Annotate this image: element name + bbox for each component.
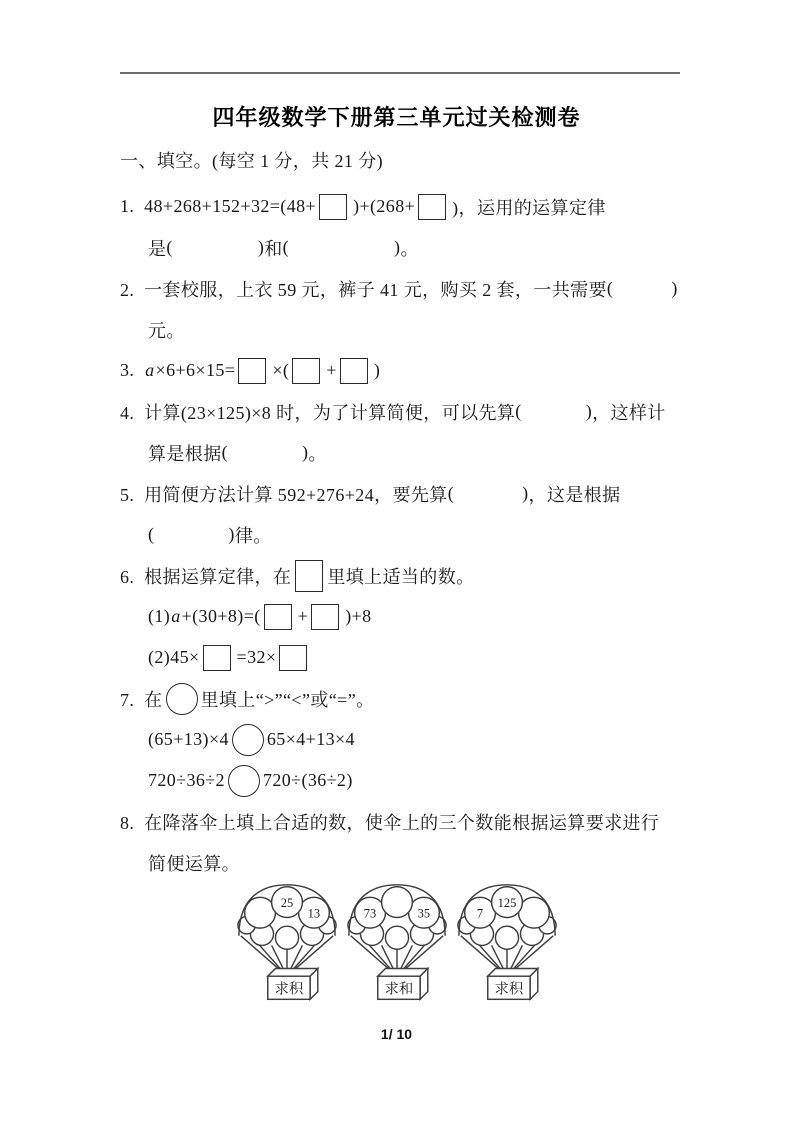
question-text: 1. 48+268+152+32=(48+ [120, 196, 317, 216]
question-text: ，这是根据 [528, 484, 621, 505]
comparison-circle[interactable] [232, 724, 264, 756]
question-line [120, 227, 740, 268]
question-line [120, 309, 740, 350]
question-text: 元。 [148, 320, 185, 341]
variable-text: a [145, 360, 155, 380]
question-text: +(30+8)=( [181, 606, 261, 626]
question-text: 律。 [234, 525, 272, 546]
question-line [120, 596, 740, 637]
parachute-value-circle[interactable] [518, 897, 549, 928]
question-text: 720÷(36÷2) [262, 770, 353, 790]
parachute-task-label: 求积 [273, 981, 303, 998]
question-line [120, 719, 740, 760]
question-line [120, 350, 740, 391]
parachute-value-circle[interactable] [244, 897, 275, 928]
comparison-circle[interactable] [228, 765, 260, 797]
question-text: =32× [236, 647, 277, 667]
question-text: 5. 用简便方法计算 592+276+24，要先算 [120, 484, 448, 505]
question-text: 65×4+13×4 [266, 729, 355, 749]
question-line [120, 678, 740, 719]
question-line [120, 637, 740, 678]
top-rule [120, 72, 680, 74]
question-text: 里填上“>”“<”或“=”。 [200, 689, 375, 710]
question-line [120, 760, 740, 801]
question-text: 7. 在 [120, 689, 163, 710]
answer-box[interactable] [203, 645, 231, 671]
parachute-value: 25 [280, 895, 293, 910]
question-text: ×6+6×15= [155, 360, 236, 380]
question-text: 。 [308, 443, 327, 464]
questions-list [120, 186, 740, 883]
question-text: 4. 计算(23×125)×8 时，为了计算简便，可以先算 [120, 402, 516, 423]
question-text: 3. [120, 360, 145, 380]
parachute-value: 73 [363, 906, 376, 921]
question-line [120, 391, 740, 432]
page-number: 1/ 10 [380, 1026, 413, 1042]
page-title: 四年级数学下册第三单元过关检测卷 [212, 105, 581, 130]
question-text: + [297, 606, 309, 626]
question-line [120, 801, 740, 842]
question-text: )+8 [345, 606, 372, 626]
answer-box[interactable] [264, 604, 292, 630]
question-text: (1) [148, 606, 171, 626]
question-text: 是 [148, 238, 167, 259]
question-line [120, 268, 740, 309]
answer-box[interactable] [418, 194, 446, 220]
question-text: 算是根据 [148, 443, 222, 464]
question-text: + [326, 360, 337, 380]
question-text: ，这样计 [592, 402, 666, 423]
question-text: 。 [400, 238, 419, 259]
question-line [120, 842, 740, 883]
question-text: 720÷36÷2 [148, 770, 225, 790]
parachute-value: 125 [497, 895, 516, 910]
question-text: 里填上适当的数。 [327, 566, 475, 587]
section-heading: 一、填空。(每空 1 分，共 21 分) [120, 151, 383, 171]
question-text: 2. 一套校服，上衣 59 元，裤子 41 元，购买 2 套，一共需要 [120, 279, 607, 300]
parachute-value: 13 [307, 906, 320, 921]
question-line [120, 473, 740, 514]
answer-blank[interactable]: ( ) [515, 401, 593, 421]
question-text: (65+13)×4 [148, 729, 229, 749]
question-text: 和 [264, 238, 283, 259]
parachute-value: 7 [476, 906, 483, 921]
answer-blank[interactable]: ( ) [221, 442, 309, 462]
variable-text: a [171, 606, 181, 626]
parachute-value-circle[interactable] [381, 887, 412, 918]
question-text: )，运用的运算定律 [452, 197, 606, 218]
answer-blank[interactable]: ( ) [282, 237, 401, 257]
question-text: 6. 根据运算定律，在 [120, 566, 292, 587]
parachute-diagram [235, 880, 339, 1007]
answer-box[interactable] [311, 604, 339, 630]
parachute-value: 35 [417, 906, 430, 921]
question-line [120, 555, 740, 596]
question-line [120, 186, 740, 227]
parachute-task-label: 求和 [383, 981, 413, 998]
question-text: ×( [272, 360, 290, 380]
answer-blank[interactable]: ( ) [447, 483, 529, 503]
question-text: (2)45× [148, 647, 200, 667]
answer-box[interactable] [295, 560, 323, 592]
answer-box[interactable] [292, 358, 320, 384]
question-line [120, 432, 740, 473]
answer-blank[interactable]: ( ) [148, 524, 235, 544]
question-text: )+(268+ [353, 196, 416, 216]
answer-blank[interactable]: ( ) [606, 278, 678, 298]
question-text: 8. 在降落伞上填上合适的数，使伞上的三个数能根据运算要求进行 [120, 812, 660, 833]
parachute-diagrams [0, 880, 793, 1007]
parachute-diagram [345, 880, 449, 1007]
answer-box[interactable] [340, 358, 368, 384]
question-line [120, 514, 740, 555]
parachute-task-label: 求积 [493, 981, 523, 998]
answer-box[interactable] [279, 645, 307, 671]
answer-blank[interactable]: ( ) [166, 237, 265, 257]
question-text: ) [373, 360, 381, 380]
parachute-diagram [455, 880, 559, 1007]
question-text: 简便运算。 [148, 853, 240, 874]
answer-box[interactable] [238, 358, 266, 384]
comparison-circle[interactable] [166, 683, 198, 715]
answer-box[interactable] [319, 194, 347, 220]
